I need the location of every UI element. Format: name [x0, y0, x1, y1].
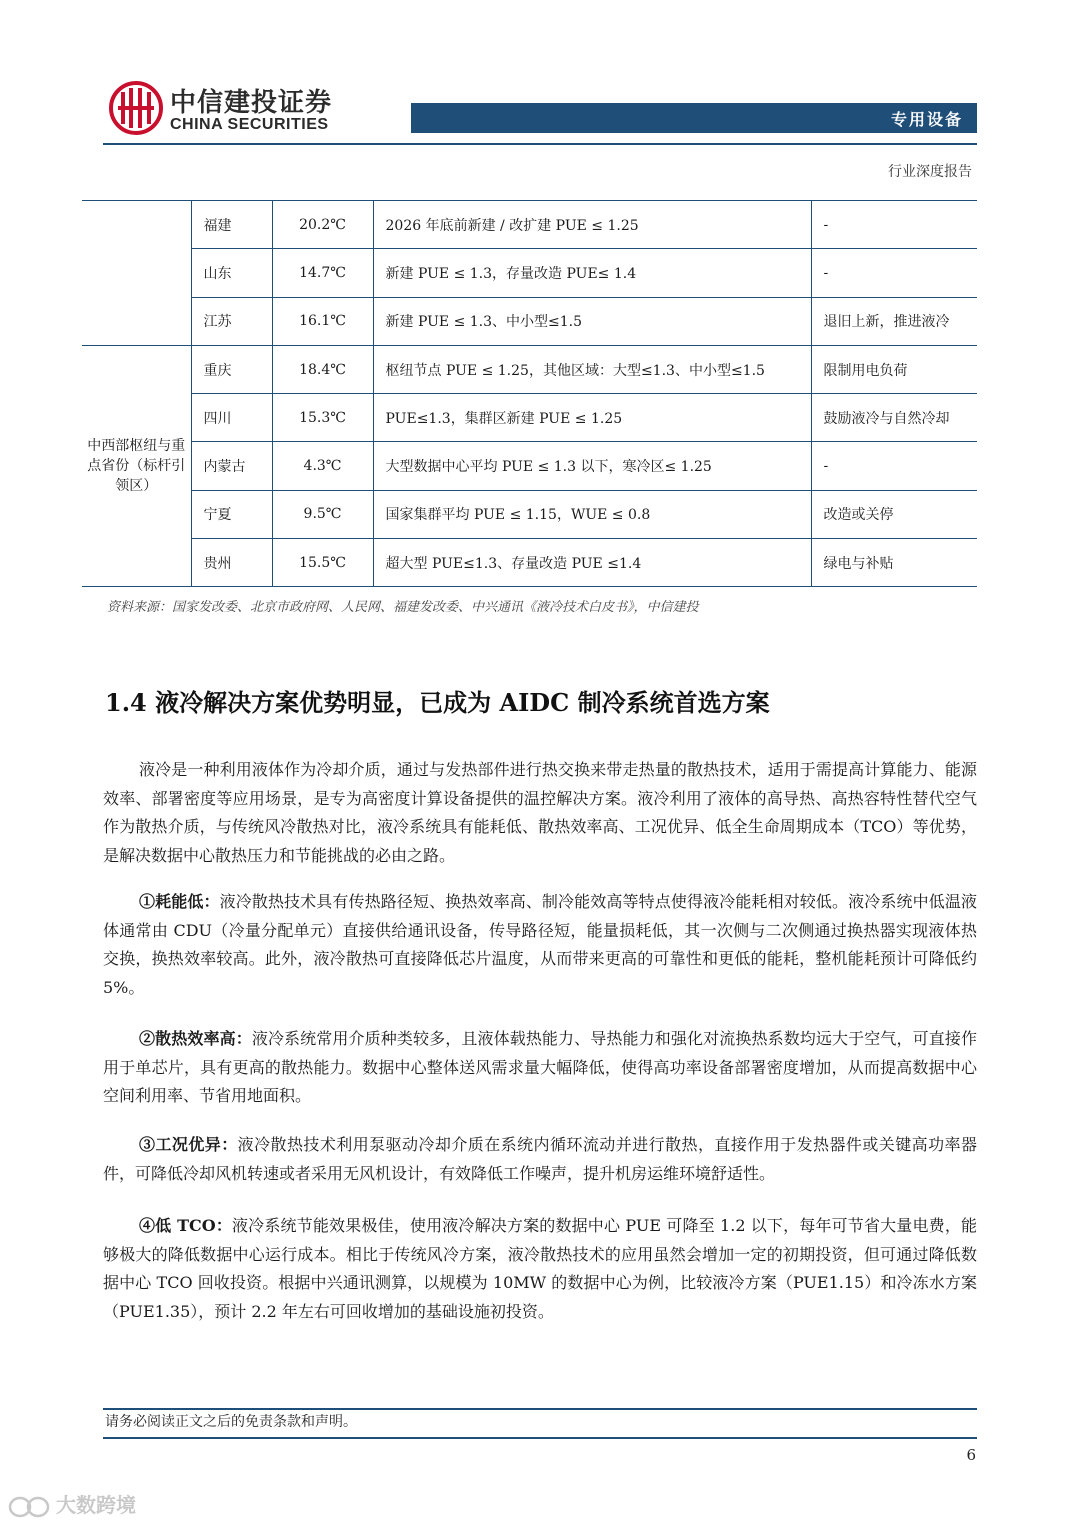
province-cell: 江苏 [191, 297, 272, 345]
temperature-cell: 20.2℃ [272, 201, 373, 249]
temperature-cell: 9.5℃ [272, 490, 373, 538]
advantage-body: 液冷系统节能效果极佳，使用液冷解决方案的数据中心 PUE 可降至 1.2 以下，每年可节省大量电费，能够极大的降低数据中心运行成本。相比于传统风冷方案，液冷散热技术的应用虽然会增加一定的初期投资，但可通过降低数据中心 TCO 回收投资。根据中兴通讯测算，以规模为 10MW 的数据中心为例，比较液冷方案（PUE1.15）和冷冻水方案（PUE1.35），预计 2.2 年左右可回收增加的基础设施初投资。 [103, 1216, 977, 1321]
table-source-note: 资料来源：国家发改委、北京市政府网、人民网、福建发改委、中兴通讯《液冷技术白皮书》，中信建投 [107, 600, 699, 615]
advantage-body: 液冷散热技术具有传热路径短、换热效率高、制冷能效高等特点使得液冷能耗相对较低。液冷系统中低温液体通常由 CDU（冷量分配单元）直接供给通讯设备，传导路径短，能量损耗低，其一次侧与二次侧通过换热器实现液体热交换，换热效率较高。此外，液冷散热可直接降低芯片温度，从而带来更高的可靠性和更低的能耗，整机能耗预计可降低约 5%。 [103, 892, 977, 997]
header-divider [103, 143, 977, 145]
advantage-lead: ②散热效率高： [139, 1029, 252, 1048]
advantage-lead: ③工况优异： [139, 1135, 238, 1154]
temperature-cell: 14.7℃ [272, 249, 373, 297]
china-securities-logo-icon [108, 80, 164, 136]
province-cell: 山东 [191, 249, 272, 297]
table-row [82, 539, 977, 587]
advantage-paragraph-heat-efficiency [103, 1025, 977, 1111]
province-cell: 内蒙古 [191, 442, 272, 490]
table-row [82, 442, 977, 490]
temperature-cell: 18.4℃ [272, 345, 373, 393]
table-row [82, 249, 977, 297]
page-number: 6 [966, 1446, 976, 1464]
table-row [82, 394, 977, 442]
temperature-cell: 4.3℃ [272, 442, 373, 490]
policy-note-cell: 改造或关停 [811, 490, 977, 538]
pue-target-cell: 国家集群平均 PUE ≤ 1.15，WUE ≤ 0.8 [373, 490, 811, 538]
province-cell: 贵州 [191, 539, 272, 587]
sector-banner [411, 103, 977, 133]
intro-paragraph: 液冷是一种利用液体作为冷却介质，通过与发热部件进行热交换来带走热量的散热技术，适用于需提高计算能力、能源效率、部署密度等应用场景，是专为高密度计算设备提供的温控解决方案。液冷利用了液体的高导热、高热容特性替代空气作为散热介质，与传统风冷散热对比，液冷系统具有能耗低、散热效率高、工况优异、低全生命周期成本（TCO）等优势，是解决数据中心散热压力和节能挑战的必由之路。 [103, 760, 977, 865]
policy-note-cell: 退旧上新，推进液冷 [811, 297, 977, 345]
province-cell: 福建 [191, 201, 272, 249]
section-title: 1.4 液冷解决方案优势明显，已成为 AIDC 制冷系统首选方案 [105, 688, 770, 717]
pue-target-cell: 超大型 PUE≤1.3、存量改造 PUE ≤1.4 [373, 539, 811, 587]
pue-policy-table [82, 200, 977, 587]
pue-target-cell: 大型数据中心平均 PUE ≤ 1.3 以下，寒冷区≤ 1.25 [373, 442, 811, 490]
province-cell: 重庆 [191, 345, 272, 393]
region-cell-group1 [82, 201, 191, 346]
province-cell: 宁夏 [191, 490, 272, 538]
policy-note-cell: 限制用电负荷 [811, 345, 977, 393]
brand-name-cn: 中信建投证券 [170, 88, 333, 118]
brand-name-en: CHINA SECURITIES [170, 116, 329, 133]
advantage-body: 液冷散热技术利用泵驱动冷却介质在系统内循环流动并进行散热，直接作用于发热器件或关键高功率器件，可降低冷却风机转速或者采用无风机设计，有效降低工作噪声，提升机房运维环境舒适性。 [103, 1135, 977, 1183]
pue-target-cell: 新建 PUE ≤ 1.3、中小型≤1.5 [373, 297, 811, 345]
policy-note-cell: - [811, 249, 977, 297]
pue-target-cell: 枢纽节点 PUE ≤ 1.25，其他区域：大型≤1.3、中小型≤1.5 [373, 345, 811, 393]
policy-note-cell: 绿电与补贴 [811, 539, 977, 587]
table-row [82, 345, 977, 393]
pue-target-cell: PUE≤1.3，集群区新建 PUE ≤ 1.25 [373, 394, 811, 442]
brand-logo [108, 80, 340, 138]
province-cell: 四川 [191, 394, 272, 442]
region-label-cell: 中西部枢纽与重点省份（标杆引领区） [82, 345, 191, 586]
watermark-text: 大数跨境 [56, 1493, 136, 1517]
advantage-body: 液冷系统常用介质种类较多，且液体载热能力、导热能力和强化对流换热系数均远大于空气，可直接作用于单芯片，具有更高的散热能力。数据中心整体送风需求量大幅降低，使得高功率设备部署密度增加，从而提高数据中心空间利用率、节省用地面积。 [103, 1029, 977, 1105]
advantage-lead: ①耗能低： [139, 892, 220, 911]
policy-note-cell: 鼓励液冷与自然冷却 [811, 394, 977, 442]
table-row [82, 297, 977, 345]
footer-divider-top [103, 1408, 977, 1410]
table-row [82, 201, 977, 249]
advantage-lead: ④低 TCO： [139, 1216, 233, 1235]
watermark [8, 1489, 136, 1519]
advantage-paragraph-low-tco [103, 1212, 977, 1326]
advantage-paragraph-low-energy [103, 888, 977, 1002]
disclaimer-text: 请务必阅读正文之后的免责条款和声明。 [105, 1414, 357, 1430]
temperature-cell: 16.1℃ [272, 297, 373, 345]
table-row [82, 490, 977, 538]
temperature-cell: 15.5℃ [272, 539, 373, 587]
policy-note-cell: - [811, 442, 977, 490]
footer-divider-bottom [103, 1437, 977, 1439]
pue-target-cell: 2026 年底前新建 / 改扩建 PUE ≤ 1.25 [373, 201, 811, 249]
report-type: 行业深度报告 [888, 164, 972, 180]
policy-note-cell: - [811, 201, 977, 249]
advantage-paragraph-operating-conditions [103, 1131, 977, 1188]
temperature-cell: 15.3℃ [272, 394, 373, 442]
sector-label: 专用设备 [890, 110, 963, 129]
watermark-logo-icon [8, 1495, 52, 1519]
pue-target-cell: 新建 PUE ≤ 1.3，存量改造 PUE≤ 1.4 [373, 249, 811, 297]
